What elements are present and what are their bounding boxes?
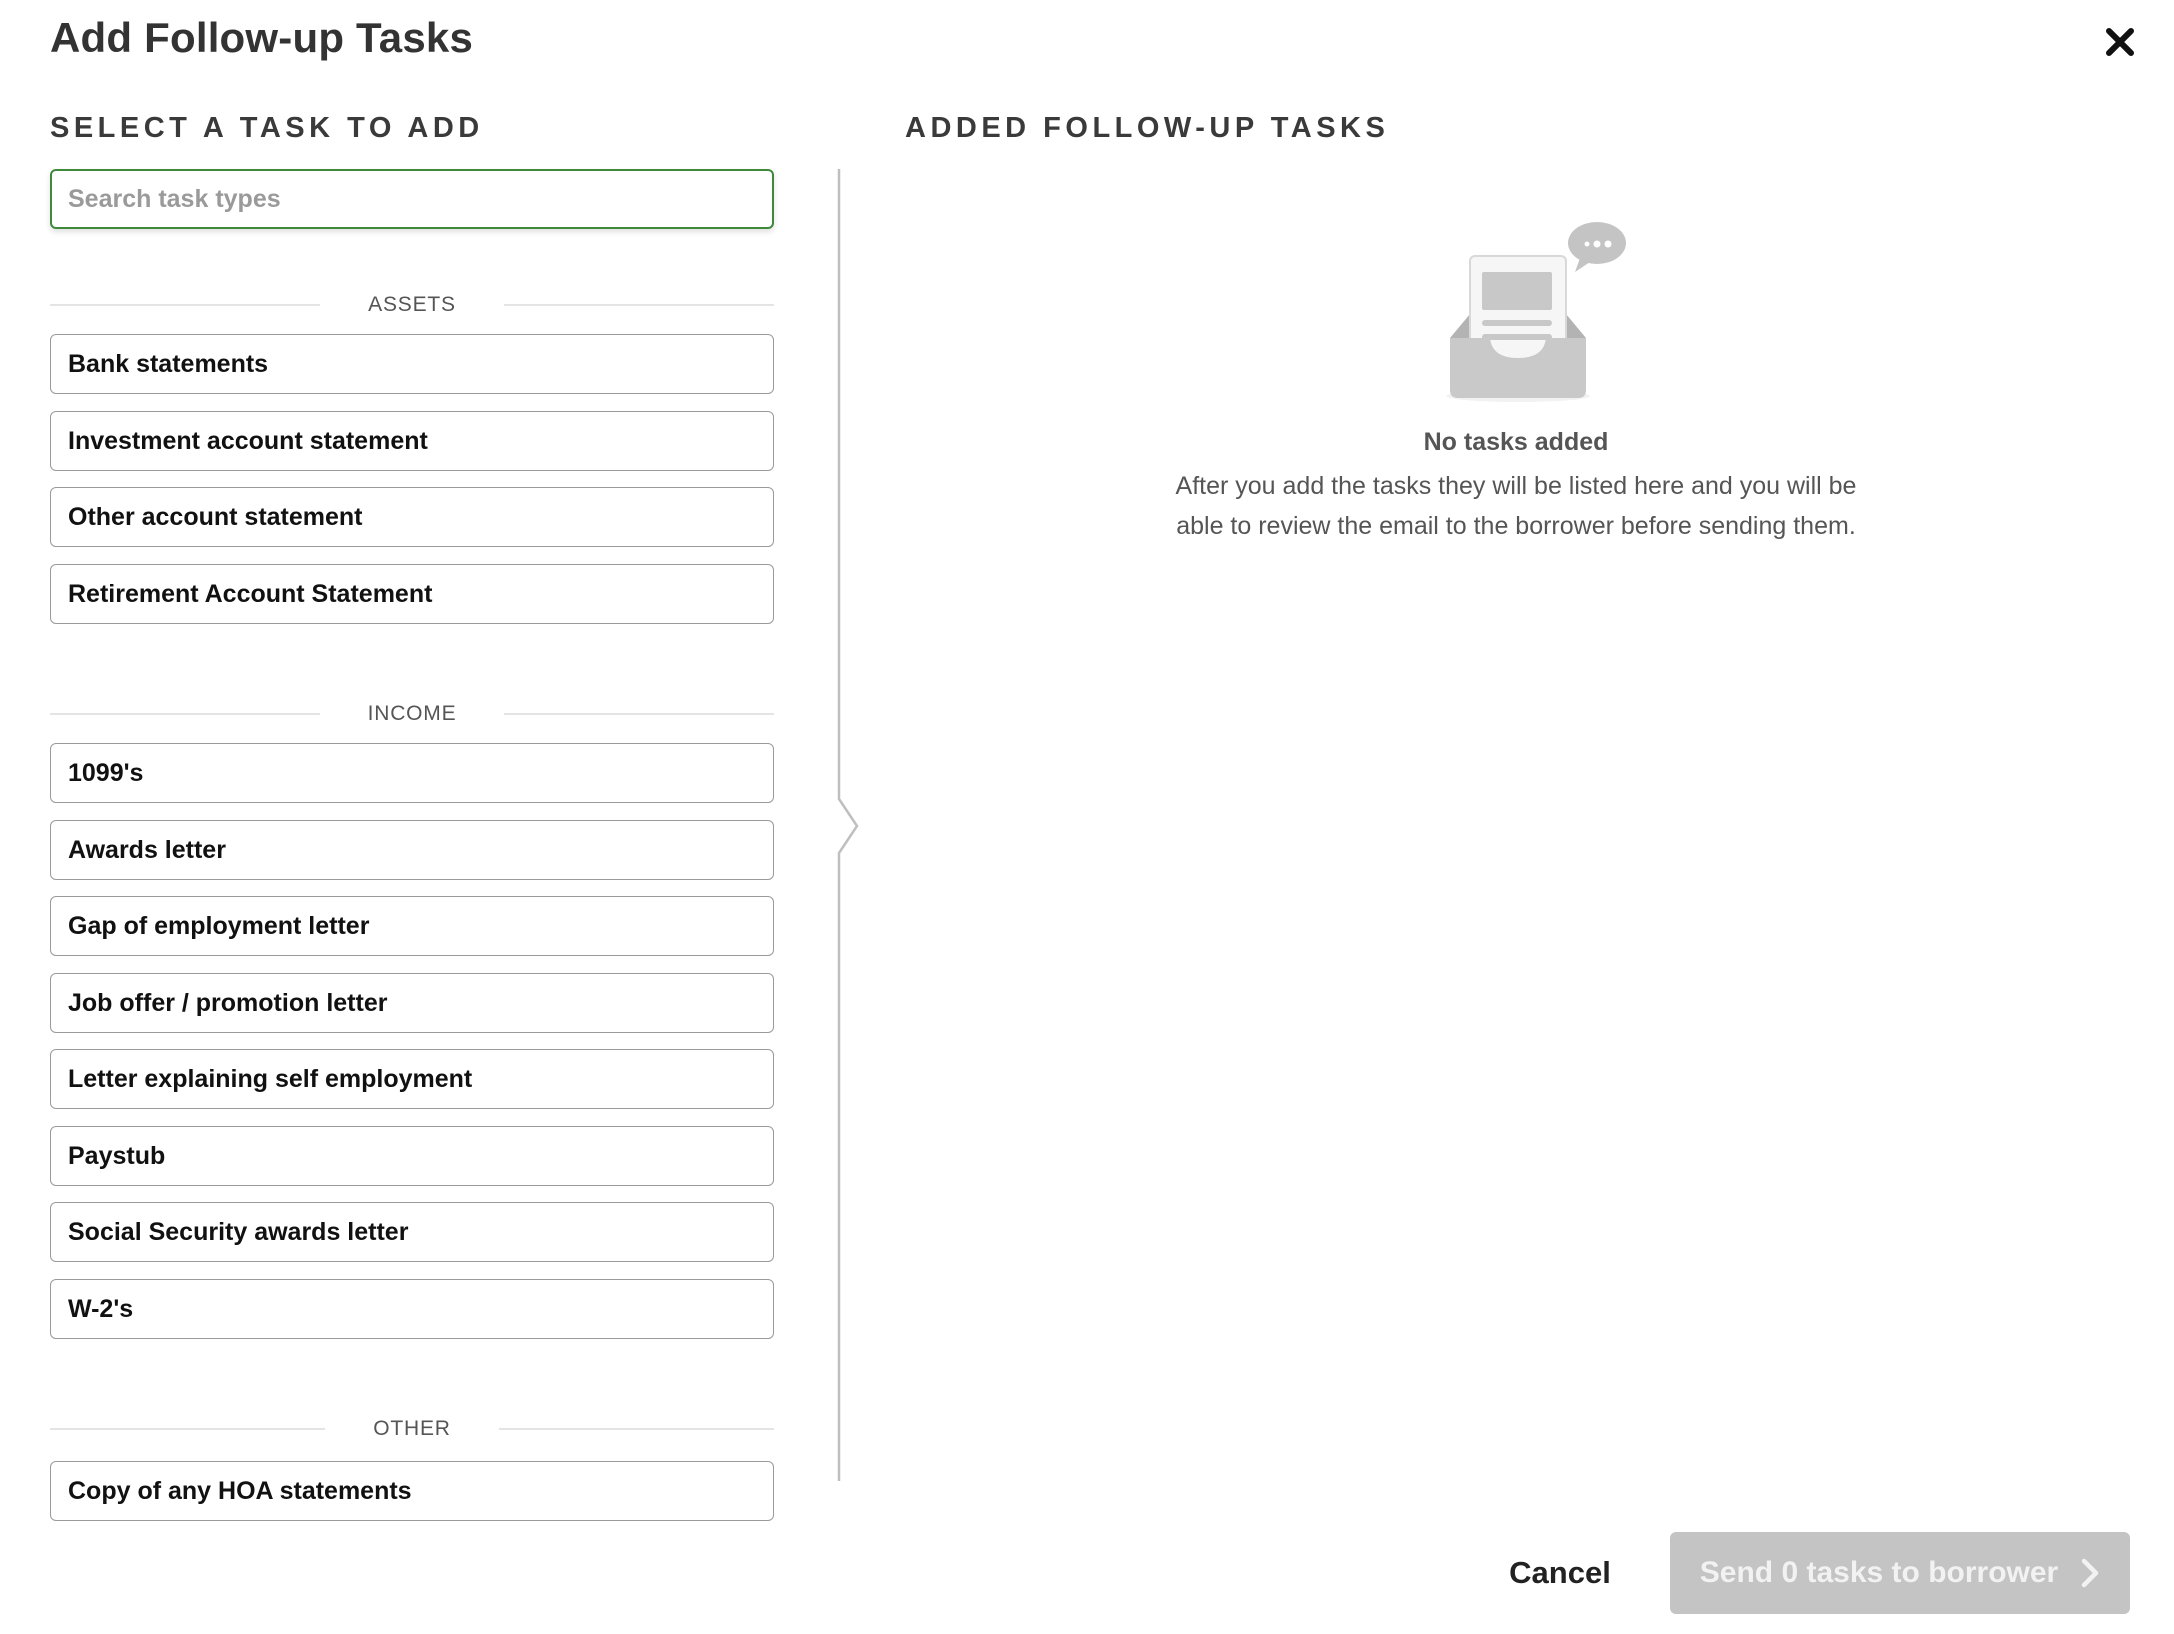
- group-label-assets: [50, 290, 774, 320]
- send-tasks-button[interactable]: [1670, 1532, 2130, 1614]
- divider-line: [504, 713, 774, 715]
- divider-line: [504, 304, 774, 306]
- task-option-other-account-statement[interactable]: Other account statement: [50, 487, 774, 547]
- task-option-awards-letter[interactable]: Awards letter: [50, 820, 774, 880]
- task-option-retirement-account-statement[interactable]: Retirement Account Statement: [50, 564, 774, 624]
- task-type-list[interactable]: [50, 169, 774, 1505]
- group-label-other: [50, 1414, 774, 1444]
- modal-title: Add Follow-up Tasks: [50, 14, 474, 61]
- group-label-income: [50, 699, 774, 729]
- task-option-letter-explaining-self-employment[interactable]: Letter explaining self employment: [50, 1049, 774, 1109]
- group-label-text: OTHER: [373, 1417, 451, 1440]
- search-task-types-input[interactable]: [50, 169, 774, 229]
- task-option-1099s[interactable]: 1099's: [50, 743, 774, 803]
- close-icon: [2105, 27, 2135, 57]
- task-option-gap-of-employment-letter[interactable]: Gap of employment letter: [50, 896, 774, 956]
- task-option-copy-of-any-hoa-statements[interactable]: Copy of any HOA statements: [50, 1461, 774, 1521]
- divider-line: [50, 1428, 325, 1430]
- task-option-bank-statements[interactable]: Bank statements: [50, 334, 774, 394]
- task-option-job-offer-promotion-letter[interactable]: Job offer / promotion letter: [50, 973, 774, 1033]
- divider-line: [499, 1428, 774, 1430]
- send-tasks-label: Send 0 tasks to borrower: [1699, 1556, 2059, 1589]
- group-label-text: ASSETS: [368, 293, 456, 316]
- task-option-social-security-awards-letter[interactable]: Social Security awards letter: [50, 1202, 774, 1262]
- chat-bubble-icon: [1568, 222, 1626, 272]
- close-button[interactable]: [2098, 20, 2142, 64]
- divider-line: [50, 304, 320, 306]
- task-option-w2s[interactable]: W-2's: [50, 1279, 774, 1339]
- inbox-document-icon: [1430, 210, 1630, 410]
- cancel-button[interactable]: Cancel: [1509, 1555, 1611, 1590]
- divider-line: [50, 713, 320, 715]
- column-divider: [837, 169, 867, 1481]
- chevron-right-icon: [2080, 1558, 2100, 1588]
- group-label-text: INCOME: [367, 702, 457, 725]
- select-task-heading: SELECT A TASK TO ADD: [50, 112, 484, 144]
- empty-state-description: After you add the tasks they will be listed here and you will be able to review the email to the borrower before sending them.: [1175, 472, 1857, 540]
- task-option-investment-account-statement[interactable]: Investment account statement: [50, 411, 774, 471]
- empty-state-title: No tasks added: [1423, 428, 1609, 456]
- task-option-paystub[interactable]: Paystub: [50, 1126, 774, 1186]
- added-tasks-heading: ADDED FOLLOW-UP TASKS: [905, 112, 1390, 144]
